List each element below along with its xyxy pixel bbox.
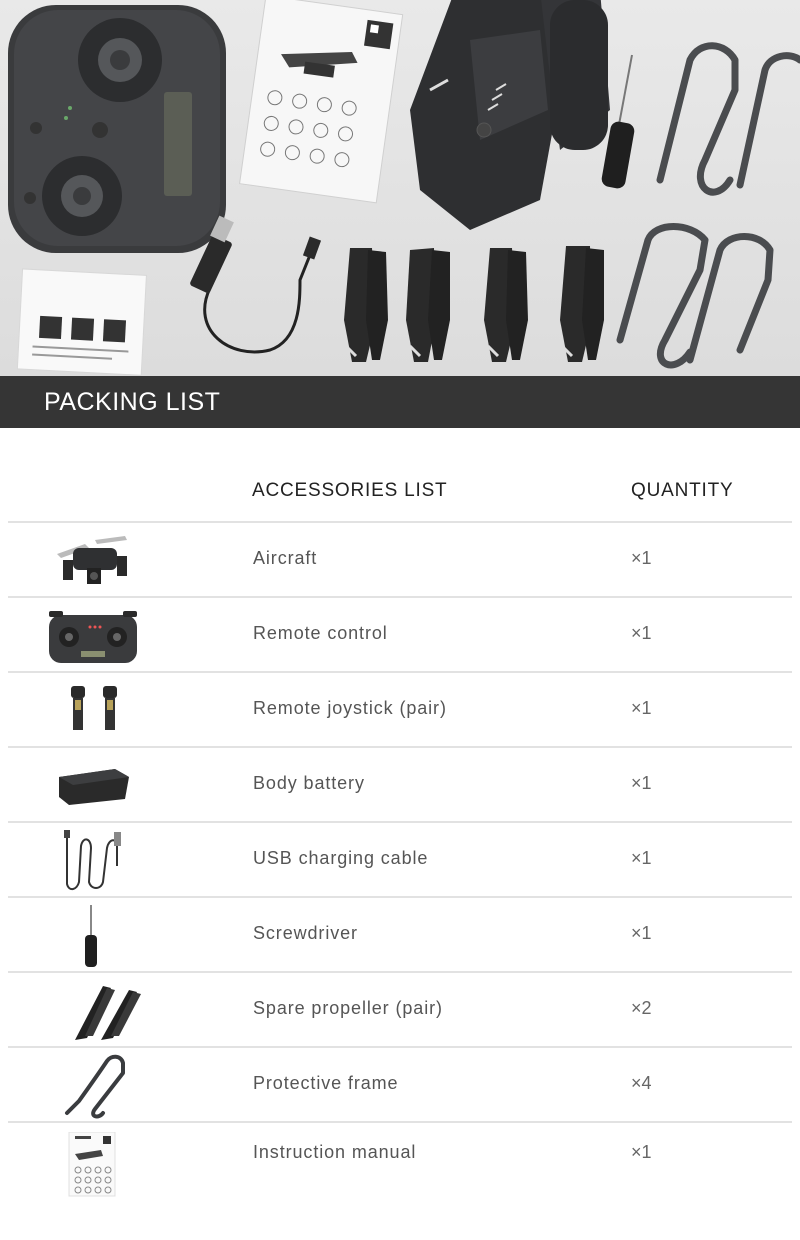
packing-list-banner	[0, 376, 800, 428]
item-quantity: ×2	[631, 998, 652, 1018]
manual-icon	[45, 1132, 141, 1200]
joystick-icon	[45, 676, 141, 744]
table-row	[0, 897, 800, 972]
usb-cable-icon	[45, 826, 141, 894]
item-name: Protective frame	[253, 1073, 399, 1093]
item-name: Remote control	[253, 623, 388, 643]
table-row	[0, 672, 800, 747]
item-name: USB charging cable	[253, 848, 429, 868]
item-name: Screwdriver	[253, 923, 358, 943]
drone-photo	[410, 0, 610, 230]
manual-photo	[240, 0, 403, 203]
table-row	[0, 972, 800, 1047]
item-quantity: ×1	[631, 848, 652, 868]
remote-control-icon	[45, 601, 141, 669]
item-quantity: ×1	[631, 623, 652, 643]
propeller-icon	[45, 976, 141, 1044]
table-row	[0, 1047, 800, 1122]
item-name: Body battery	[253, 773, 365, 793]
table-row	[0, 822, 800, 897]
item-name: Remote joystick (pair)	[253, 698, 447, 718]
item-quantity: ×4	[631, 1073, 652, 1093]
accessories-header: ACCESSORIES LIST	[252, 480, 448, 501]
aircraft-icon	[45, 526, 141, 594]
packing-list-table	[0, 428, 800, 1240]
remote-controller-photo	[8, 5, 226, 253]
item-quantity: ×1	[631, 923, 652, 943]
battery-icon	[45, 751, 141, 819]
card-photo	[17, 269, 146, 375]
item-name: Spare propeller (pair)	[253, 998, 443, 1018]
screwdriver-icon	[45, 901, 141, 969]
table-row	[0, 1122, 800, 1197]
table-row	[0, 597, 800, 672]
item-quantity: ×1	[631, 1142, 652, 1162]
item-quantity: ×1	[631, 773, 652, 793]
propellers-photo	[344, 246, 604, 362]
item-name: Instruction manual	[253, 1142, 417, 1162]
banner-title: PACKING LIST	[44, 388, 221, 416]
protective-frame-icon	[45, 1051, 141, 1119]
quantity-header: QUANTITY	[631, 480, 734, 501]
item-quantity: ×1	[631, 548, 652, 568]
item-quantity: ×1	[631, 698, 652, 718]
table-row	[0, 747, 800, 822]
product-photo	[0, 0, 800, 376]
table-row	[0, 522, 800, 597]
item-name: Aircraft	[253, 548, 318, 568]
protective-frames-photo	[620, 46, 800, 365]
